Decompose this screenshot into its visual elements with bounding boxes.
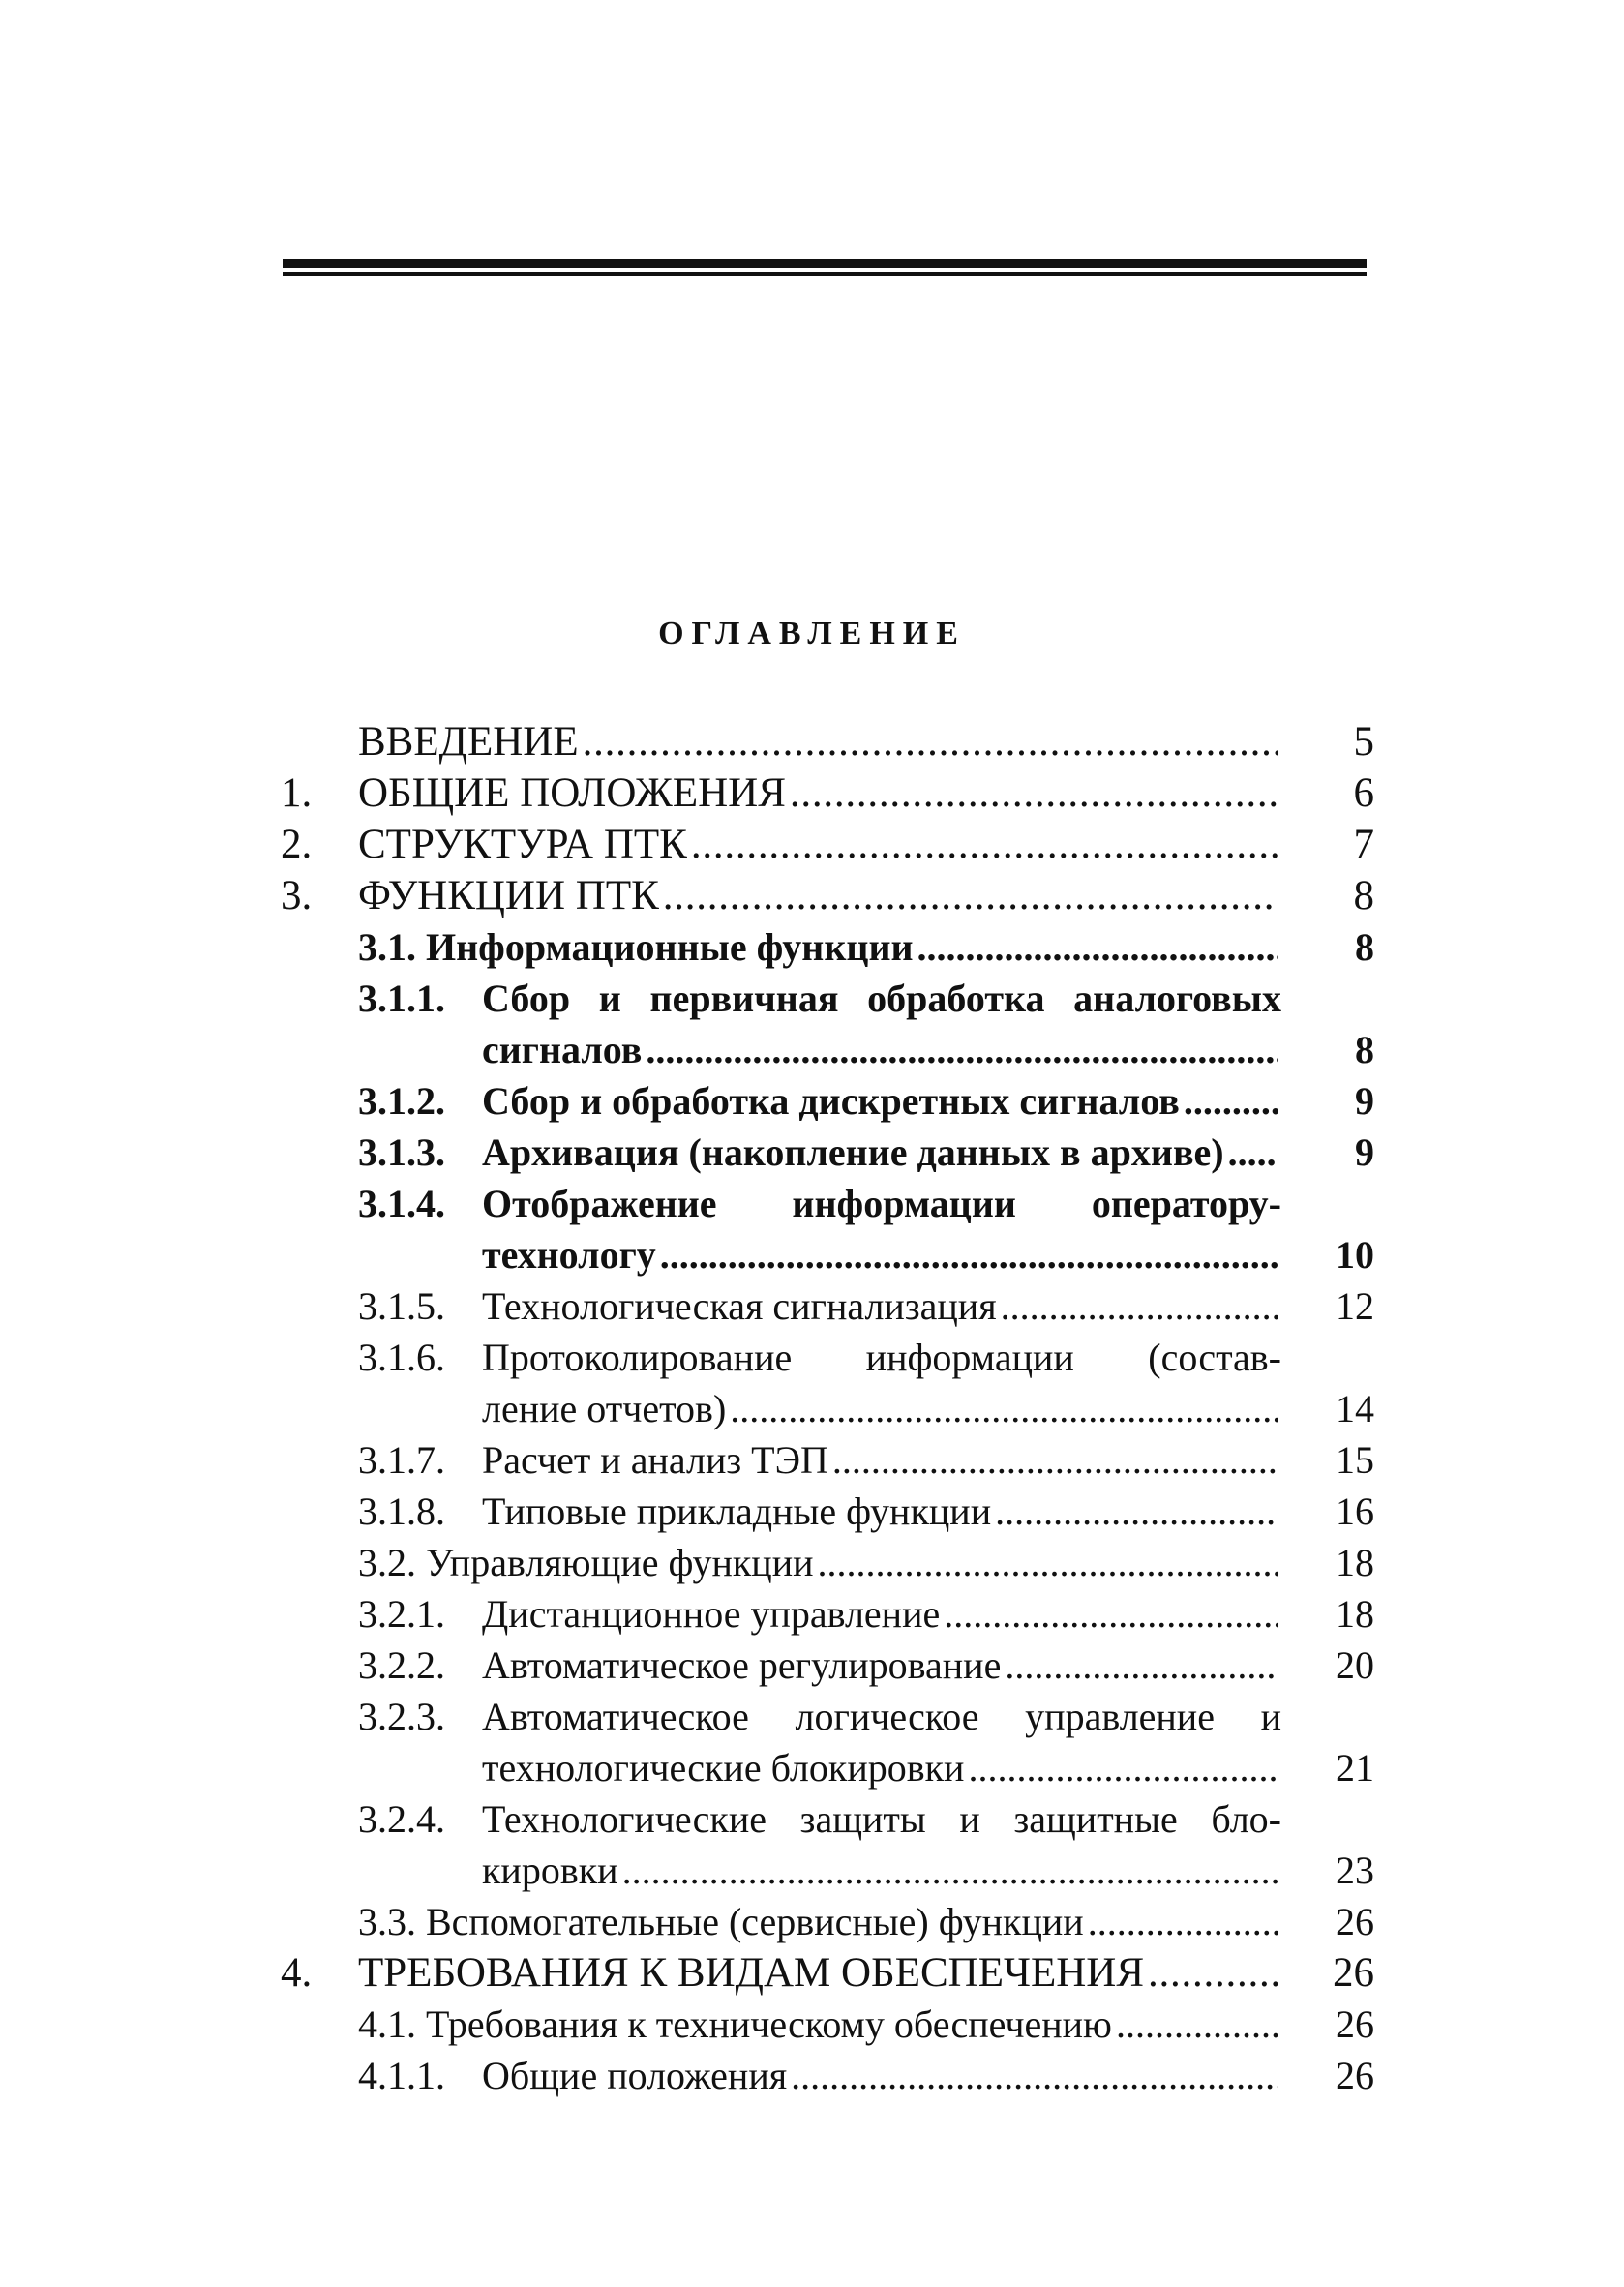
- toc-page-number: 26: [1336, 2054, 1374, 2097]
- toc-entry-3-2[interactable]: [281, 1537, 1374, 1588]
- toc-entry-section-1[interactable]: [281, 767, 1374, 819]
- dot-leader: [790, 767, 1278, 819]
- toc-entry-title: 4.1. Требования к техническому обеспечению: [358, 2002, 1112, 2046]
- toc-section-number: 4.: [281, 1950, 313, 1996]
- toc-entry-title: Расчет и анализ ТЭП: [482, 1438, 828, 1482]
- toc-entry-title: 3.2. Управляющие функции: [358, 1541, 814, 1584]
- toc-entry-section-4[interactable]: [281, 1947, 1374, 1999]
- dot-leader: [1116, 1999, 1278, 2050]
- toc-entry-title: ОБЩИЕ ПОЛОЖЕНИЯ: [358, 770, 786, 816]
- dot-leader: [1148, 1947, 1278, 1999]
- toc-entry-3-2-3[interactable]: [281, 1691, 1374, 1793]
- dot-leader: [818, 1537, 1278, 1588]
- toc-entry-3-2-2[interactable]: [281, 1640, 1374, 1691]
- toc-entry-title-line1: Сбор и первичная обработка аналоговых: [482, 977, 1281, 1020]
- toc-entry-3-1-7[interactable]: [281, 1434, 1374, 1486]
- toc-page-number: 16: [1336, 1490, 1374, 1533]
- toc-entry-title: кировки: [482, 1849, 618, 1892]
- toc-page-number: 5: [1353, 719, 1374, 765]
- toc-entry-introduction[interactable]: [281, 716, 1374, 767]
- toc-entry-title: технологу: [482, 1233, 656, 1277]
- toc-entry-3-1[interactable]: [281, 921, 1374, 973]
- dot-leader: [791, 2050, 1278, 2101]
- toc-entry-title: ление отчетов): [482, 1387, 727, 1430]
- toc-page-number: 12: [1336, 1284, 1374, 1328]
- toc-entry-title-line1: Отображение информации оператору-: [482, 1182, 1281, 1225]
- toc-page-number: 8: [1355, 1028, 1374, 1071]
- toc-page-number: 14: [1336, 1387, 1374, 1430]
- toc-page-number: 8: [1355, 925, 1374, 969]
- dot-leader: [660, 1229, 1278, 1280]
- toc-page-number: 18: [1336, 1592, 1374, 1636]
- toc-entry-3-1-1[interactable]: [281, 973, 1374, 1075]
- toc-section-number: 2.: [281, 822, 313, 867]
- toc-entry-3-1-2[interactable]: [281, 1075, 1374, 1127]
- dot-leader: [691, 819, 1278, 870]
- table-of-contents: [281, 716, 1374, 2101]
- toc-section-number: 3.1.1.: [358, 977, 445, 1020]
- toc-section-number: 3.2.2.: [358, 1643, 445, 1687]
- toc-entry-title-line1: Автоматическое логическое управление и: [482, 1695, 1281, 1738]
- dot-leader: [995, 1486, 1278, 1537]
- toc-entry-3-1-5[interactable]: [281, 1280, 1374, 1332]
- dot-leader: [622, 1845, 1278, 1896]
- toc-entry-title: Дистанционное управление: [482, 1592, 941, 1636]
- toc-section-number: 3.1.8.: [358, 1490, 445, 1533]
- toc-section-number: 3.2.4.: [358, 1797, 445, 1841]
- dot-leader: [1228, 1127, 1278, 1178]
- dot-leader: [1088, 1896, 1278, 1947]
- toc-page-number: 6: [1353, 770, 1374, 816]
- toc-entry-4-1[interactable]: [281, 1999, 1374, 2050]
- top-rule-thick: [283, 259, 1367, 268]
- toc-entry-title: Типовые прикладные функции: [482, 1490, 992, 1533]
- toc-page-number: 26: [1336, 1900, 1374, 1943]
- toc-section-number: 3.1.6.: [358, 1336, 445, 1379]
- dot-leader: [730, 1383, 1278, 1434]
- dot-leader: [944, 1588, 1278, 1640]
- toc-entry-title: ВВЕДЕНИЕ: [358, 719, 579, 765]
- toc-section-number: 3.2.3.: [358, 1695, 445, 1738]
- dot-leader: [968, 1742, 1278, 1793]
- dot-leader: [663, 870, 1278, 921]
- toc-entry-title: Сбор и обработка дискретных сигналов: [482, 1079, 1180, 1123]
- toc-page-number: 8: [1353, 873, 1374, 918]
- toc-page-number: 23: [1336, 1849, 1374, 1892]
- toc-page-number: 9: [1355, 1079, 1374, 1123]
- toc-page-number: 7: [1353, 822, 1374, 867]
- toc-page-number: 26: [1336, 2002, 1374, 2046]
- toc-section-number: 3.1.5.: [358, 1284, 445, 1328]
- toc-section-number: 3.: [281, 873, 313, 918]
- toc-page-number: 21: [1336, 1746, 1374, 1790]
- toc-entry-title-line1: Технологические защиты и защитные бло-: [482, 1797, 1281, 1841]
- top-rule-thin: [283, 272, 1367, 276]
- toc-section-number: 3.2.1.: [358, 1592, 445, 1636]
- toc-entry-title: Автоматическое регулирование: [482, 1643, 1002, 1687]
- toc-entry-3-2-1[interactable]: [281, 1588, 1374, 1640]
- toc-page-number: 9: [1355, 1130, 1374, 1174]
- toc-section-number: 3.1.4.: [358, 1182, 445, 1225]
- toc-entry-3-3[interactable]: [281, 1896, 1374, 1947]
- toc-entry-title: ТРЕБОВАНИЯ К ВИДАМ ОБЕСПЕЧЕНИЯ: [358, 1950, 1145, 1996]
- toc-entry-title: Архивация (накопление данных в архиве): [482, 1130, 1224, 1174]
- toc-entry-title: сигналов: [482, 1028, 643, 1071]
- toc-section-number: 3.1.2.: [358, 1079, 445, 1123]
- toc-entry-3-1-3[interactable]: [281, 1127, 1374, 1178]
- dot-leader: [1184, 1075, 1278, 1127]
- dot-leader: [832, 1434, 1278, 1486]
- toc-section-number: 3.1.7.: [358, 1438, 445, 1482]
- dot-leader: [646, 1024, 1278, 1075]
- toc-page-number: 18: [1336, 1541, 1374, 1584]
- toc-entry-3-1-6[interactable]: [281, 1332, 1374, 1434]
- toc-entry-section-2[interactable]: [281, 819, 1374, 870]
- dot-leader: [1001, 1280, 1278, 1332]
- toc-entry-title: технологические блокировки: [482, 1746, 965, 1790]
- toc-entry-title: СТРУКТУРА ПТК: [358, 822, 687, 867]
- toc-entry-3-1-8[interactable]: [281, 1486, 1374, 1537]
- toc-entry-4-1-1[interactable]: [281, 2050, 1374, 2101]
- dot-leader: [917, 921, 1278, 973]
- toc-heading: ОГЛАВЛЕНИЕ: [658, 616, 966, 651]
- toc-page-number: 15: [1336, 1438, 1374, 1482]
- toc-section-number: 1.: [281, 770, 313, 816]
- toc-entry-title: 3.3. Вспомогательные (сервисные) функции: [358, 1900, 1084, 1943]
- toc-entry-title: Общие положения: [482, 2054, 788, 2097]
- toc-entry-3-1-4[interactable]: [281, 1178, 1374, 1280]
- toc-entry-title-line1: Протоколирование информации (состав-: [482, 1336, 1281, 1379]
- dot-leader: [1005, 1640, 1278, 1691]
- toc-page-number: 10: [1336, 1233, 1374, 1277]
- toc-entry-title: ФУНКЦИИ ПТК: [358, 873, 659, 918]
- toc-page-number: 20: [1336, 1643, 1374, 1687]
- toc-entry-title: 3.1. Информационные функции: [358, 925, 914, 969]
- toc-section-number: 3.1.3.: [358, 1130, 445, 1174]
- toc-entry-3-2-4[interactable]: [281, 1793, 1374, 1896]
- toc-page-number: 26: [1333, 1950, 1374, 1996]
- toc-entry-section-3[interactable]: [281, 870, 1374, 921]
- toc-section-number: 4.1.1.: [358, 2054, 445, 2097]
- dot-leader: [583, 716, 1278, 767]
- toc-entry-title: Технологическая сигнализация: [482, 1284, 997, 1328]
